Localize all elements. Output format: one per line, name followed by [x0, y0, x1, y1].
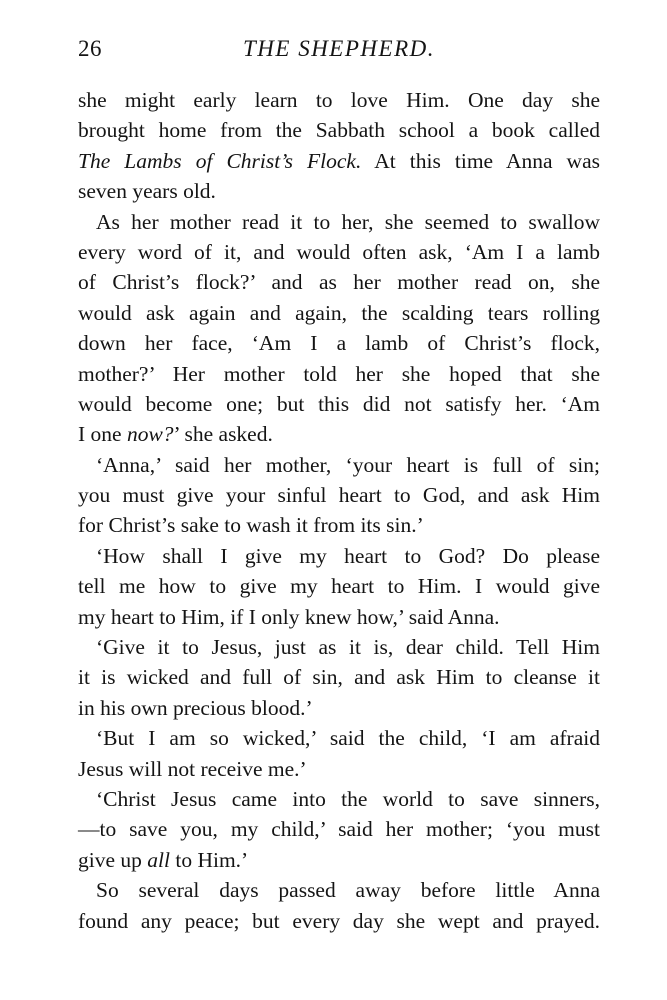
italic-text: now?: [126, 422, 174, 447]
text-segment: to Him.’: [169, 847, 249, 872]
text-line: [78, 754, 600, 784]
text-segment: As her mother read it to her, she seemed to swallow: [96, 209, 600, 234]
text-line: [78, 176, 600, 206]
text-segment: —to save you, my child,’ said her mother; ‘you must: [78, 817, 600, 842]
text-segment: it is wicked and full of sin, and ask Him to cleanse it: [78, 665, 600, 690]
text-line: [78, 814, 600, 844]
text-segment: I one: [78, 422, 127, 447]
text-segment: mother?’ Her mother told her she hoped that she: [78, 361, 600, 386]
text-segment: ‘But I am so wicked,’ said the child, ‘I am afraid: [96, 726, 600, 751]
text-line: [78, 693, 600, 723]
paragraph: [78, 450, 600, 541]
text-line: [78, 510, 600, 540]
text-segment: would become one; but this did not satisfy her. ‘Am: [78, 391, 600, 416]
paragraph: [78, 85, 600, 207]
text-segment: would ask again and again, the scalding tears rolling: [78, 300, 600, 325]
running-title: THE SHEPHERD.: [243, 36, 435, 61]
paragraph: [78, 723, 600, 784]
paragraph: [78, 784, 600, 875]
text-line: [78, 419, 600, 449]
text-line: [78, 571, 600, 601]
text-line: [78, 389, 600, 419]
paragraph: [78, 541, 600, 632]
text-segment: ‘Christ Jesus came into the world to save sinners,: [96, 786, 600, 811]
text-segment: every word of it, and would often ask, ‘Am I a lamb: [78, 239, 600, 264]
text-line: [78, 632, 600, 662]
text-segment: At this time Anna was: [361, 148, 600, 173]
text-line: [78, 845, 600, 875]
text-segment: in his own precious blood.’: [78, 695, 313, 720]
text-segment: brought home from the Sabbath school a book called: [78, 118, 600, 143]
text-line: [78, 875, 600, 905]
text-line: [78, 267, 600, 297]
text-line: [78, 723, 600, 753]
text-segment: of Christ’s flock?’ and as her mother read on, she: [78, 270, 600, 295]
text-line: [78, 85, 600, 115]
text-segment: tell me how to give my heart to Him. I would give: [78, 574, 600, 599]
paragraph: [78, 632, 600, 723]
page-header: [78, 36, 600, 66]
text-segment: for Christ’s sake to wash it from its sin.’: [78, 513, 424, 538]
page-number: 26: [78, 36, 102, 61]
text-segment: you must give your sinful heart to God, and ask Him: [78, 483, 600, 508]
italic-text: all: [147, 847, 170, 872]
text-line: [78, 662, 600, 692]
text-segment: down her face, ‘Am I a lamb of Christ’s flock,: [78, 331, 600, 356]
text-segment: So several days passed away before little Anna: [96, 878, 600, 903]
text-line: [78, 115, 600, 145]
body-text: [78, 85, 600, 936]
text-line: [78, 237, 600, 267]
text-segment: ‘Give it to Jesus, just as it is, dear child. Tell Him: [96, 635, 600, 660]
paragraph: [78, 875, 600, 936]
text-segment: she might early learn to love Him. One day she: [78, 88, 600, 112]
text-line: [78, 359, 600, 389]
text-line: [78, 207, 600, 237]
text-line: [78, 541, 600, 571]
text-line: [78, 784, 600, 814]
text-line: [78, 906, 600, 936]
italic-text: The Lambs of Christ’s Flock.: [78, 148, 362, 173]
text-line: [78, 602, 600, 632]
text-segment: my heart to Him, if I only knew how,’ said Anna.: [78, 604, 500, 629]
text-line: [78, 480, 600, 510]
text-line: [78, 450, 600, 480]
text-line: [78, 328, 600, 358]
text-segment: ‘Anna,’ said her mother, ‘your heart is full of sin;: [96, 452, 600, 477]
text-line: [78, 298, 600, 328]
text-segment: Jesus will not receive me.’: [78, 756, 307, 781]
text-segment: ‘How shall I give my heart to God? Do please: [96, 543, 600, 568]
text-segment: found any peace; but every day she wept and prayed.: [78, 908, 600, 933]
text-segment: seven years old.: [78, 179, 216, 204]
text-segment: ’ she asked.: [173, 422, 273, 447]
text-segment: give up: [78, 847, 148, 872]
paragraph: [78, 207, 600, 450]
text-line: [78, 146, 600, 176]
